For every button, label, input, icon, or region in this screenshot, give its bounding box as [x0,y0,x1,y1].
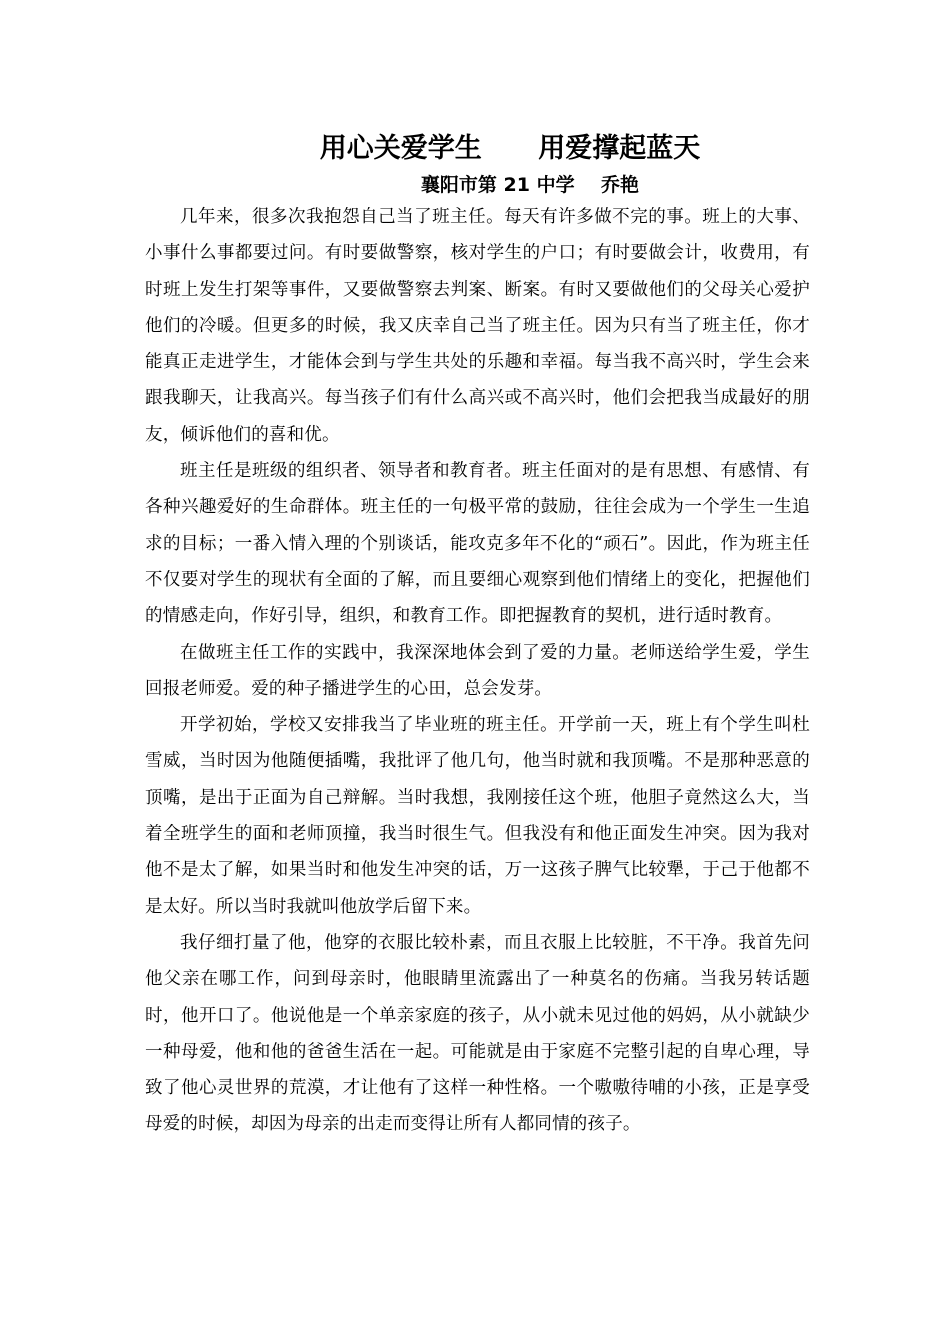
document-body [145,199,810,1143]
paragraph: 我仔细打量了他，他穿的衣服比较朴素，而且衣服上比较脏，不干净。我首先问他父亲在哪工作，问到母亲时，他眼睛里流露出了一种莫名的伤痛。当我另转话题时，他开口了。他说他是一个单亲家庭的孩子，从小就未见过他的妈妈，从小就缺少一种母爱，他和他的爸爸生活在一起。可能就是由于家庭不完整引起的自卑心理，导致了他心灵世界的荒漠，才让他有了这样一种性格。一个嗷嗷待哺的小孩，正是享受母爱的时候，却因为母亲的出走而变得让所有人都同情的孩子。 [145,932,810,1135]
paragraph: 几年来，很多次我抱怨自己当了班主任。每天有许多做不完的事。班上的大事、小事什么事都要过问。有时要做警察，核对学生的户口；有时要做会计，收费用，有时班上发生打架等事件，又要做警察去判案、断案。有时又要做他们的父母关心爱护他们的冷暖。但更多的时候，我又庆幸自己当了班主任。因为只有当了班主任，你才能真正走进学生，才能体会到与学生共处的乐趣和幸福。每当我不高兴时，学生会来跟我聊天，让我高兴。每当孩子们有什么高兴或不高兴时，他们会把我当成最好的朋友，倾诉他们的喜和优。 [145,207,810,445]
paragraph: 在做班主任工作的实践中，我深深地体会到了爱的力量。老师送给学生爱，学生回报老师爱。爱的种子播进学生的心田，总会发芽。 [145,642,810,699]
document-byline: 襄阳市第 21 中学 乔艳 [420,174,640,196]
paragraph: 班主任是班级的组织者、领导者和教育者。班主任面对的是有思想、有感情、有各种兴趣爱好的生命群体。班主任的一句极平常的鼓励，往往会成为一个学生一生追求的目标；一番入情入理的个别谈话，能攻克多年不化的“顽石”。因此，作为班主任不仅要对学生的现状有全面的了解，而且要细心观察到他们情绪上的变化，把握他们的情感走向，作好引导，组织，和教育工作。即把握教育的契机，进行适时教育。 [145,461,810,627]
paragraph: 开学初始，学校又安排我当了毕业班的班主任。开学前一天，班上有个学生叫杜雪威，当时因为他随便插嘴，我批评了他几句，他当时就和我顶嘴。不是那种恶意的顶嘴，是出于正面为自己辩解。当时我想，我刚接任这个班，他胆子竟然这么大，当着全班学生的面和老师顶撞，我当时很生气。但我没有和他正面发生冲突。因为我对他不是太了解，如果当时和他发生冲突的话，万一这孩子脾气比较犟，于己于他都不是太好。所以当时我就叫他放学后留下来。 [145,715,810,917]
document-title: 用心关爱学生 用爱撑起蓝天 [319,133,701,164]
